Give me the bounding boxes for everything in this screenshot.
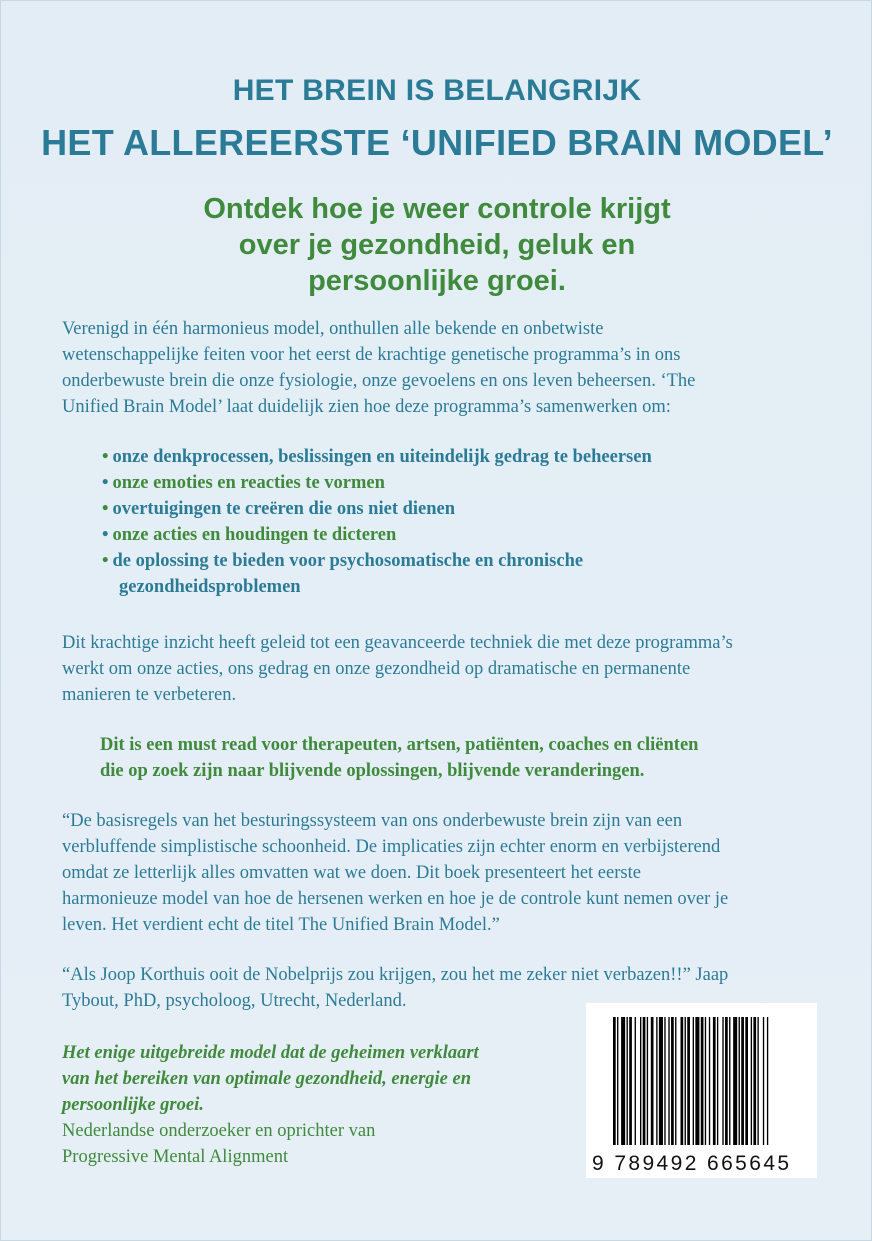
endorsement-line: Tybout, PhD, psycholoog, Utrecht, Nederland. [62, 991, 407, 1011]
isbn-number: 9 789492 665645 [592, 1152, 792, 1175]
barcode-bar [713, 1017, 716, 1145]
barcode-bar [695, 1017, 699, 1145]
headline-primary: HET BREIN IS BELANGRIJK [232, 74, 642, 107]
barcode-bar [635, 1017, 636, 1145]
insight-line: Dit krachtige inzicht heeft geleid tot een geavanceerde techniek die met deze programma’s [62, 633, 733, 653]
barcode-bar [722, 1017, 723, 1145]
intro-line: wetenschappelijke feiten voor het eerst de krachtige genetische programma’s in ons [62, 345, 681, 365]
barcode-bar [681, 1017, 684, 1145]
bullet-dot: • [102, 473, 109, 493]
barcode-bar [753, 1017, 756, 1145]
subtitle-line: Ontdek hoe je weer controle krijgt [203, 193, 671, 225]
barcode-bar [733, 1017, 737, 1145]
barcode-bar [668, 1017, 669, 1145]
bullet-dot: • [102, 551, 109, 571]
barcode-bar [643, 1017, 646, 1145]
bullet-text: onze denkprocessen, beslissingen en uiteindelijk gedrag te beheersen [112, 447, 652, 467]
barcode-bar [685, 1017, 686, 1145]
quote-line: leven. Het verdient echt de titel The Unified Brain Model.” [62, 915, 500, 935]
barcode-bar [664, 1017, 665, 1145]
barcode-bar [763, 1017, 764, 1145]
bullet-item [102, 499, 455, 520]
barcode-bar [627, 1017, 628, 1145]
barcode-bar [671, 1017, 674, 1145]
barcode-bar [701, 1017, 704, 1145]
barcode-bar [717, 1017, 718, 1145]
barcode-bar [656, 1017, 657, 1145]
barcode-bar [629, 1017, 632, 1145]
bullet-text: onze emoties en reacties te vormen [112, 473, 385, 493]
insight-line: werkt om onze acties, ons gedrag en onze gezondheid op dramatische en permanente [62, 659, 691, 679]
closing-tagline-line: van het bereiken van optimale gezondheid, energie en [62, 1069, 472, 1089]
quote-line: verbluffende simplistische schoonheid. De implicaties zijn echter enorm en verbijsterend [62, 837, 721, 857]
bullet-text: overtuigingen te creëren die ons niet dienen [112, 499, 456, 519]
bullet-item [102, 525, 396, 546]
subtitle-line: persoonlijke groei. [308, 265, 566, 297]
barcode-bar [621, 1017, 625, 1145]
barcode-bar [687, 1017, 690, 1145]
subtitle-line: over je gezondheid, geluk en [238, 229, 636, 261]
barcode-bar [705, 1017, 706, 1145]
barcode-bar [725, 1017, 728, 1145]
quote-line: harmonieuze model van hoe de hersenen werken en hoe je de controle kunt nemen over je [62, 889, 729, 909]
headline-secondary: HET ALLEREERSTE ‘UNIFIED BRAIN MODEL’ [41, 122, 833, 163]
barcode-bar [617, 1017, 618, 1145]
barcode-bar [767, 1017, 768, 1145]
intro-line: onderbewuste brein die onze fysiologie, onze gevoelens en ons leven beheersen. ‘The [62, 371, 696, 391]
bullet-item [102, 551, 583, 572]
barcode-bar [709, 1017, 710, 1145]
must-read-line: die op zoek zijn naar blijvende oplossingen, blijvende veranderingen. [100, 761, 645, 781]
author-line: Nederlandse onderzoeker en oprichter van [62, 1121, 376, 1141]
barcode-bar [693, 1017, 694, 1145]
closing-tagline-line: persoonlijke groei. [62, 1095, 204, 1115]
barcode-bar [757, 1017, 758, 1145]
bullet-dot: • [102, 447, 109, 467]
intro-line: Verenigd in één harmonieus model, onthullen alle bekende en onbetwiste [62, 319, 604, 339]
barcode-bar [647, 1017, 648, 1145]
endorsement-line: “Als Joop Korthuis ooit de Nobelprijs zou krijgen, zou het me zeker niet verbazen!!” Jaap [62, 965, 729, 985]
bullet-dot: • [102, 499, 109, 519]
barcode-bar [751, 1017, 752, 1145]
author-line: Progressive Mental Alignment [62, 1147, 289, 1167]
intro-line: Unified Brain Model’ laat duidelijk zien hoe deze programma’s samenwerken om: [62, 397, 671, 417]
insight-line: manieren te verbeteren. [62, 685, 237, 705]
barcode-bar [745, 1017, 748, 1145]
must-read-line: Dit is een must read voor therapeuten, artsen, patiënten, coaches en cliënten [100, 735, 699, 755]
bullet-item [102, 473, 385, 494]
barcode-bar [651, 1017, 654, 1145]
bullet-text: de oplossing te bieden voor psychosomatische en chronische [112, 551, 584, 571]
barcode-bar [741, 1017, 744, 1145]
bullet-continuation: gezondheidsproblemen [119, 577, 301, 597]
barcode-bar [659, 1017, 663, 1145]
quote-line: “De basisregels van het besturingssysteem van ons onderbewuste brein zijn van een [62, 811, 683, 831]
barcode-bar [640, 1017, 641, 1145]
bullet-item [102, 447, 652, 468]
bullet-dot: • [102, 525, 109, 545]
quote-line: omdat ze letterlijk alles omvatten wat we doen. Dit boek presenteert het eerste [62, 863, 641, 883]
bullet-text: onze acties en houdingen te dicteren [112, 525, 397, 545]
barcode-bar [729, 1017, 730, 1145]
barcode-bar [675, 1017, 676, 1145]
barcode-bar [613, 1017, 616, 1145]
barcode-bar [739, 1017, 740, 1145]
closing-tagline-line: Het enige uitgebreide model dat de geheimen verklaart [62, 1043, 479, 1063]
